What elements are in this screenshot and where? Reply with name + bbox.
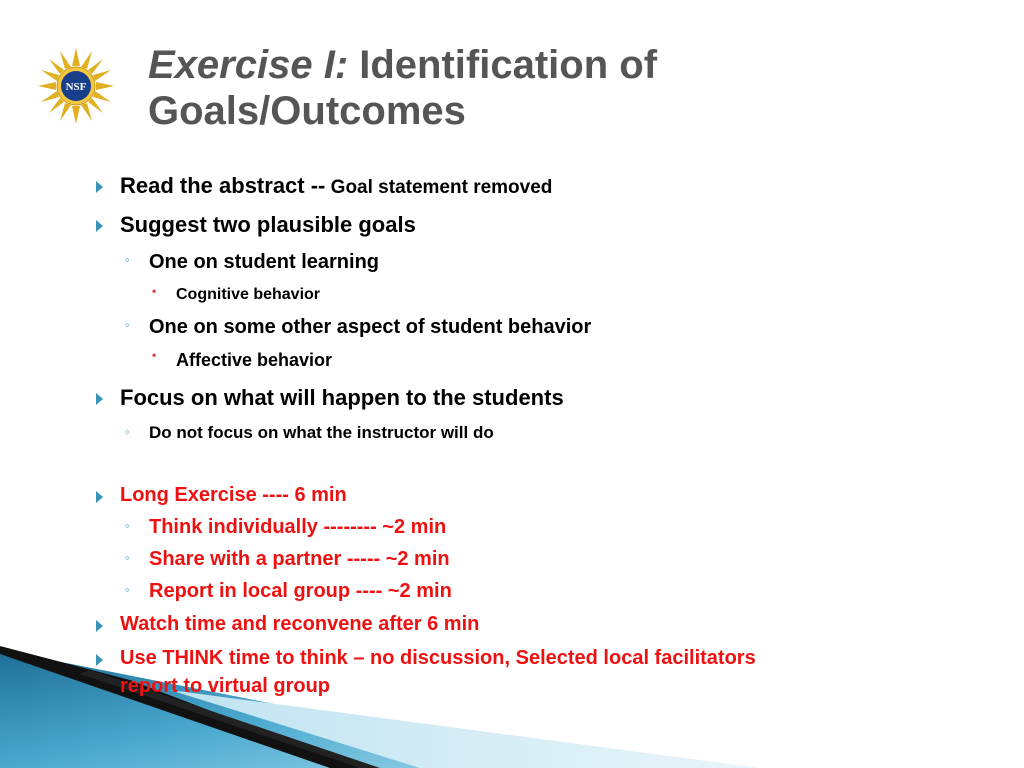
list-item: Think individually -------- ~2 min (149, 516, 447, 538)
square-bullet-icon: • (152, 284, 157, 298)
title-rest: Identification of (348, 43, 658, 87)
list-item: Affective behavior (176, 350, 333, 370)
list-item: Use THINK time to think – no discussion, Selected local facilitators (120, 647, 756, 669)
square-bullet-icon: • (152, 348, 157, 362)
list-item: Share with a partner ----- ~2 min (149, 548, 450, 570)
slide-title (148, 42, 908, 134)
list-item: One on some other aspect of student behavior (149, 316, 592, 338)
nsf-logo (38, 48, 114, 124)
arrow-bullet-icon (96, 393, 103, 405)
list-item: One on student learning (149, 251, 380, 273)
list-item: Watch time and reconvene after 6 min (120, 613, 480, 635)
circle-bullet-icon: ◦ (125, 424, 130, 439)
circle-bullet-icon: ◦ (125, 518, 130, 533)
arrow-bullet-icon (96, 491, 103, 503)
list-item: Do not focus on what the instructor will do (149, 423, 494, 442)
arrow-bullet-icon (96, 220, 103, 232)
title-italic: Exercise I: (148, 43, 349, 87)
list-item: Read the abstract -- Goal statement removed (120, 173, 553, 198)
logo-text: NSF (65, 81, 87, 93)
circle-bullet-icon: ◦ (125, 582, 130, 597)
list-item: Report in local group ---- ~2 min (149, 580, 452, 602)
arrow-bullet-icon (96, 181, 103, 193)
list-item: Cognitive behavior (176, 286, 321, 303)
circle-bullet-icon: ◦ (125, 252, 130, 267)
title-line2: Goals/Outcomes (148, 89, 466, 133)
list-item: Focus on what will happen to the students (120, 385, 564, 410)
list-item: Suggest two plausible goals (120, 212, 416, 237)
arrow-bullet-icon (96, 654, 103, 666)
arrow-bullet-icon (96, 620, 103, 632)
list-item: Long Exercise ---- 6 min (120, 484, 347, 506)
list-item-continuation: report to virtual group (120, 675, 330, 697)
circle-bullet-icon: ◦ (125, 550, 130, 565)
circle-bullet-icon: ◦ (125, 317, 130, 332)
